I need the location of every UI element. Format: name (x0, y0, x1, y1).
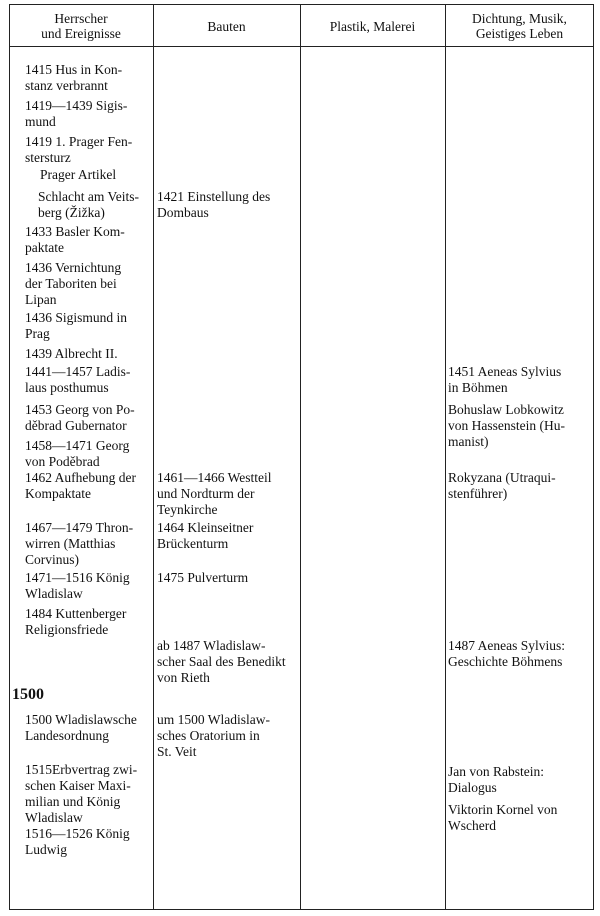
entry-line: Jan von Rabstein: (448, 764, 544, 779)
entry-line: 1461—1466 Westteil (157, 470, 272, 485)
entry-line: 1436 Sigismund in (25, 310, 128, 325)
table-entry (448, 638, 565, 670)
entry-line: 1433 Basler Kom- (25, 224, 125, 239)
table-entry (40, 167, 116, 183)
entry-line: 1471—1516 König (25, 570, 130, 585)
entry-line: Ludwig (25, 842, 67, 857)
entry-line: Schlacht am Veits- (38, 189, 139, 204)
entry-line: von Hassenstein (Hu- (448, 418, 565, 433)
column-divider (153, 4, 154, 910)
entry-line: Prager Artikel (40, 167, 117, 182)
entry-line: scher Saal des Benedikt (157, 654, 286, 669)
entry-line: stersturz (25, 150, 71, 165)
table-entry (38, 189, 139, 221)
table-entry (25, 98, 127, 130)
entry-line: 1451 Aeneas Sylvius (448, 364, 562, 379)
entry-line: in Böhmen (448, 380, 508, 395)
table-entry (25, 364, 130, 396)
entry-line: 1421 Einstellung des (157, 189, 271, 204)
entry-line: 1415 Hus in Kon- (25, 62, 123, 77)
entry-line: Viktorin Kornel von (448, 802, 558, 817)
table-entry (157, 470, 272, 518)
entry-line: 1516—1526 König (25, 826, 130, 841)
entry-line: 1419 1. Prager Fen- (25, 134, 133, 149)
table-entry (448, 364, 561, 396)
entry-line: der Taboriten bei (25, 276, 117, 291)
entry-line: stanz verbrannt (25, 78, 108, 93)
entry-line: Bohuslaw Lobkowitz (448, 402, 564, 417)
table-entry (157, 520, 253, 552)
entry-line: Rokyzana (Utraqui- (448, 470, 556, 485)
entry-line: stenführer) (448, 486, 508, 501)
entry-line: paktate (25, 240, 64, 255)
entry-line: 1439 Albrecht II. (25, 346, 118, 361)
header-plastik-malerei: Plastik, Malerei (329, 18, 416, 34)
entry-line: von Rieth (157, 670, 210, 685)
table-entry (25, 570, 130, 602)
table-entry (25, 712, 137, 744)
entry-line: Teynkirche (157, 502, 218, 517)
entry-line: und Nordturm der (157, 486, 255, 501)
table-entry (157, 638, 286, 686)
entry-line: Wscherd (448, 818, 496, 833)
year-marker: 1500 (12, 686, 44, 703)
entry-line: 1500 Wladislawsche (25, 712, 137, 727)
entry-line: 1484 Kuttenberger (25, 606, 127, 621)
entry-line: Landesordnung (25, 728, 109, 743)
entry-line: 1515Erbvertrag zwi- (25, 762, 138, 777)
entry-line: Brückenturm (157, 536, 229, 551)
entry-line: Religionsfriede (25, 622, 109, 637)
entry-line: laus posthumus (25, 380, 109, 395)
table-entry (448, 402, 565, 450)
entry-line: 1467—1479 Thron- (25, 520, 134, 535)
table-entry (157, 570, 248, 586)
table-entry (25, 438, 129, 470)
table-entry (448, 802, 557, 834)
column-divider (300, 4, 301, 910)
table-entry (25, 310, 127, 342)
table-entry (25, 224, 125, 256)
header-divider (9, 46, 594, 47)
table-entry (157, 189, 270, 221)
entry-line: sches Oratorium in (157, 728, 260, 743)
table-entry (25, 826, 130, 858)
table-entry (448, 470, 556, 502)
entry-line: Lipan (25, 292, 57, 307)
entry-line: 1453 Georg von Po- (25, 402, 135, 417)
entry-line: 1458—1471 Georg (25, 438, 130, 453)
entry-line: 1441—1457 Ladis- (25, 364, 131, 379)
column-divider (445, 4, 446, 910)
entry-line: Wladislaw (25, 586, 83, 601)
header-bauten: Bauten (207, 18, 246, 34)
entry-line: St. Veit (157, 744, 197, 759)
table-entry (157, 712, 270, 760)
entry-line: mund (25, 114, 56, 129)
entry-line: wirren (Matthias (25, 536, 116, 551)
entry-line: Prag (25, 326, 50, 341)
entry-line: Dialogus (448, 780, 497, 795)
entry-line: ab 1487 Wladislaw- (157, 638, 266, 653)
table-entry (25, 520, 133, 568)
entry-line: 1419—1439 Sigis- (25, 98, 128, 113)
entry-line: berg (Žižka) (38, 205, 105, 220)
table-entry (25, 134, 132, 166)
entry-line: schen Kaiser Maxi- (25, 778, 131, 793)
entry-line: Kompaktate (25, 486, 91, 501)
entry-line: 1464 Kleinseitner (157, 520, 254, 535)
entry-line: Geschichte Böhmens (448, 654, 563, 669)
table-entry (25, 762, 137, 826)
table-entry (25, 62, 122, 94)
table-entry (25, 402, 135, 434)
entry-line: um 1500 Wladislaw- (157, 712, 270, 727)
entry-line: von Poděbrad (25, 454, 100, 469)
table-entry (25, 346, 118, 362)
header-dichtung: Dichtung, Musik, Geistiges Leben (472, 11, 567, 41)
entry-line: Dombaus (157, 205, 209, 220)
entry-line: 1475 Pulverturm (157, 570, 249, 585)
entry-line: 1487 Aeneas Sylvius: (448, 638, 565, 653)
table-entry (25, 260, 121, 308)
entry-line: děbrad Gubernator (25, 418, 127, 433)
entry-line: manist) (448, 434, 489, 449)
entry-line: Corvinus) (25, 552, 79, 567)
entry-line: milian und König (25, 794, 121, 809)
table-entry (25, 606, 126, 638)
table-entry (25, 470, 136, 502)
entry-line: Wladislaw (25, 810, 83, 825)
table-entry (448, 764, 544, 796)
header-herrscher: Herrscher und Ereignisse (41, 11, 121, 41)
entry-line: 1462 Aufhebung der (25, 470, 136, 485)
entry-line: 1436 Vernichtung (25, 260, 122, 275)
